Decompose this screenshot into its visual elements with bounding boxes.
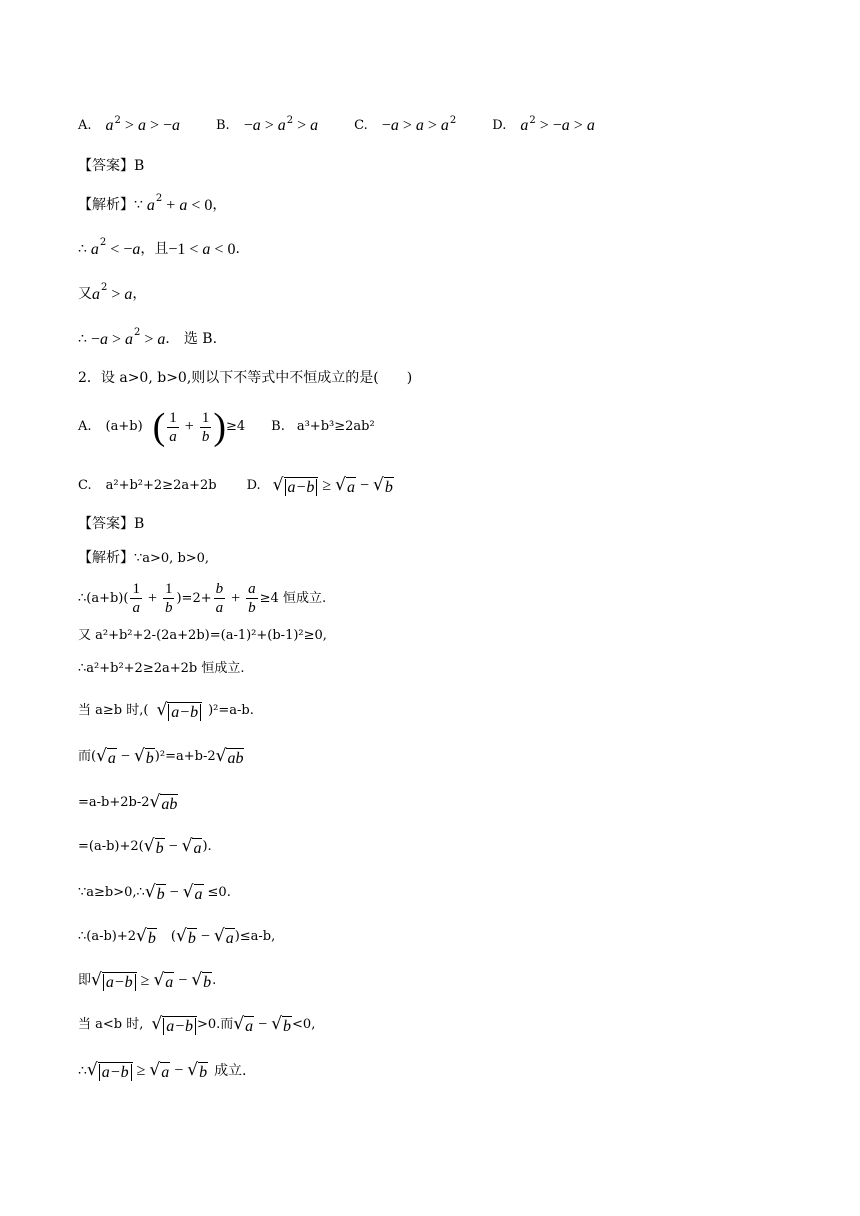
q2-option-a-text: (a+b): [105, 419, 143, 435]
q2-analysis-line11: 即 √ a−b ≥ √ a − √ b .: [78, 970, 217, 991]
sqrt-b: √ b: [133, 746, 154, 767]
q2-analysis-line4: ∴a²+b²+2≥2a+2b 恒成立.: [78, 661, 245, 676]
q2-line13-c: 成立.: [214, 1062, 247, 1079]
sqrt-a: √ a: [182, 882, 203, 903]
left-paren: (: [152, 406, 166, 448]
q2-analysis-line9: ∵a≥b>0,∴ √ b − √ a ≤0.: [78, 882, 231, 903]
q1-analysis-line2: ∴ a 2 < − a ，且 −1 < a < 0 .: [78, 236, 240, 258]
fraction-1-over-b: $\frac{1}{b}$: [201, 409, 210, 445]
sqrt-abs-a-minus-b: √ a−b: [156, 700, 202, 722]
q2-line2-c: ≥4 恒成立.: [259, 590, 327, 606]
fraction-a-over-b: $\frac{a}{b}$: [248, 581, 256, 616]
q2-line6-a: 而(: [78, 749, 97, 765]
q2-analysis-label: 【解析】: [78, 550, 134, 566]
q2-analysis-line10: ∴(a-b)+2 √ b ( √ b − √ a )≤a-b,: [78, 926, 276, 947]
q1-step3-prefix: 又: [78, 286, 92, 303]
q2-option-b-text: a³+b³≥2ab²: [296, 419, 375, 435]
q2-line6-b: )²=a+b-2: [154, 749, 216, 765]
q2-option-d-label: D.: [246, 478, 261, 494]
q2-line13-a: ∴: [78, 1062, 87, 1079]
q1-option-a-label: A.: [78, 117, 92, 133]
q2-analysis-line1: [78, 550, 209, 567]
q2-analysis-line3: 又 a²+b²+2-(2a+2b)=(a-1)²+(b-1)²≥0,: [78, 628, 327, 643]
sqrt-a: √ a: [335, 475, 355, 496]
sqrt-a: √ a: [233, 1014, 254, 1035]
q1-option-a-expr: $a^2 > a > -a$: [105, 115, 180, 134]
sqrt-a: √ a: [149, 1060, 170, 1081]
q2-line12-c: <0,: [292, 1017, 316, 1033]
fraction-1-over-a: $\frac{1}{a}$: [132, 581, 140, 616]
therefore-symbol: ∴: [78, 331, 87, 348]
q1-step3-suffix: ，: [132, 286, 147, 303]
q2-line5-b: )²=a-b.: [208, 703, 254, 719]
q1-step2-period: .: [235, 241, 240, 258]
sqrt-b: √ b: [271, 1014, 292, 1035]
sqrt-b: √ b: [143, 836, 164, 857]
q1-analysis-line4: ∴ − a > a 2 > a ． 选 B.: [78, 326, 218, 348]
q2-answer: 【答案】B: [78, 516, 145, 532]
sqrt-abs-a-minus-b: √ a−b: [87, 1060, 133, 1082]
sqrt-b: √ b: [372, 475, 393, 496]
sqrt-a: √ a: [181, 836, 202, 857]
q2-line5-a: 当 a≥b 时,(: [78, 703, 149, 719]
sqrt-abs-a-minus-b: √ a−b: [273, 475, 319, 497]
q1-option-b-label: B.: [216, 117, 230, 133]
q1-options-row: [78, 116, 595, 135]
q2-option-c-label: C.: [78, 478, 92, 494]
q2-line9-b: ≤0.: [207, 885, 231, 901]
right-paren: ): [213, 406, 226, 448]
q1-analysis-label: 【解析】: [78, 197, 134, 214]
q1-step4-suffix: ． 选 B.: [165, 331, 218, 348]
sqrt-b: √ b: [191, 970, 212, 991]
q2-analysis-line6: 而( √ a − √ b )²=a+b-2 √ ab: [78, 746, 244, 767]
sqrt-ab: √ ab: [149, 792, 178, 813]
sqrt-abs-a-minus-b: √ a−b: [151, 1014, 197, 1036]
q2-option-a-label: A.: [78, 419, 92, 435]
q2-analysis-line5: [78, 700, 254, 722]
q1-option-b-expr: $-a > a^2 > a$: [243, 115, 319, 134]
q2-options-cd: C. a²+b²+2≥2a+2b D. √ a−b ≥ √ a − √ b: [78, 475, 393, 496]
q2-option-c-text: a²+b²+2≥2a+2b: [105, 478, 217, 494]
therefore-symbol: ∴: [78, 241, 87, 258]
q1-analysis-line1: 【解析】 ∵ a 2 + a < 0 ，: [78, 192, 227, 214]
q1-answer: 【答案】B: [78, 158, 145, 174]
q1-step2-connector: ，且: [140, 241, 169, 258]
q2-line7-a: =a-b+2b-2: [78, 795, 150, 811]
sqrt-ab: √ ab: [215, 746, 244, 767]
q2-line10-c: )≤a-b,: [234, 929, 276, 945]
q2-analysis-line7: [78, 792, 178, 814]
q1-analysis-line3: 又 a 2 > a ，: [78, 281, 147, 303]
q2-line11-b: ≥: [140, 972, 150, 990]
q2-line11-c: .: [212, 973, 217, 989]
q2-line8-b: ).: [202, 839, 212, 855]
q1-option-d-expr: $a^2 > -a > a$: [520, 115, 595, 134]
because-symbol: ∵: [134, 197, 143, 214]
q2-option-b-label: B.: [271, 419, 285, 435]
fraction-b-over-a: $\frac{b}{a}$: [215, 581, 224, 616]
sqrt-b: √ b: [144, 882, 165, 903]
q2-line12-b: >0.而: [197, 1017, 234, 1033]
q2-analysis-line8: =(a-b)+2( √ b − √ a ).: [78, 836, 212, 857]
sqrt-a: √ a: [213, 926, 234, 947]
sqrt-b: √ b: [187, 1060, 208, 1081]
q2-analysis-line13: ∴ √ a−b ≥ √ a − √ b 成立.: [78, 1060, 247, 1081]
q1-option-c-expr: $-a > a > a^2$: [381, 115, 457, 134]
q2-stem: 2．设 a>0, b>0,则以下不等式中不恒成立的是( ): [78, 370, 413, 386]
q2-line10-b: (: [170, 929, 176, 945]
fraction-1-over-a: $\frac{1}{a}$: [169, 409, 177, 445]
q2-line13-b: ≥: [136, 1062, 146, 1080]
q2-line11-a: 即: [78, 973, 92, 989]
q1-option-d-label: D.: [492, 117, 507, 133]
q2-options-ab: A. (a+b) ( $\frac{1}{a}$ + $\frac{1}{b}$ ) ≥4 B. a³+b³≥2ab²: [78, 406, 375, 448]
fraction-1-over-b: $\frac{1}{b}$: [164, 581, 173, 616]
sqrt-b: √ b: [175, 926, 196, 947]
q2-line10-a: ∴(a-b)+2: [78, 929, 137, 945]
q2-line2-b: )=2+: [176, 590, 212, 606]
q2-option-a-tail: ≥4: [225, 419, 246, 435]
sqrt-abs-a-minus-b: √ a−b: [91, 970, 137, 992]
sqrt-a: √ a: [96, 746, 116, 767]
sqrt-b: √ b: [136, 926, 156, 947]
q2-analysis-line12: 当 a<b 时, √ a−b >0.而 √ a − √ b <0,: [78, 1014, 316, 1035]
q2-line12-a: 当 a<b 时,: [78, 1017, 144, 1033]
q2-line9-a: ∵a≥b>0,∴: [78, 885, 145, 901]
q2-line2-a: ∴(a+b)(: [78, 590, 129, 606]
q1-option-c-label: C.: [354, 117, 368, 133]
q2-line8-a: =(a-b)+2(: [78, 839, 144, 855]
sqrt-a: √ a: [153, 970, 174, 991]
q2-analysis-line2: ∴(a+b)( $\frac{1}{a}$ + $\frac{1}{b}$ )=2+ $\frac{b}{a}$ + $\frac{a}{b}$ ≥4 恒成立.: [78, 581, 327, 616]
q2-analysis-cond: ∵a>0, b>0,: [134, 550, 210, 566]
